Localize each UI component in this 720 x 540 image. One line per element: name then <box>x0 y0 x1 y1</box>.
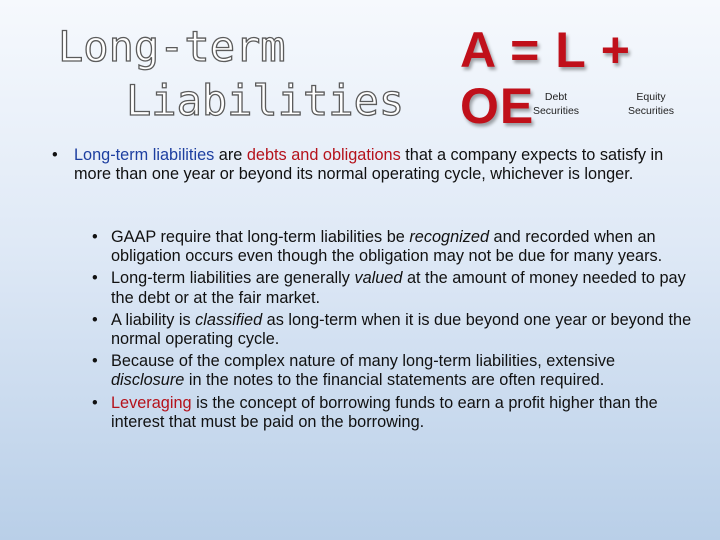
bullet-dot: • <box>92 393 98 412</box>
sub-bullet-list <box>92 228 692 435</box>
accounting-equation: A = L + OE <box>460 22 631 134</box>
bullet-dot: • <box>92 228 98 246</box>
main-bullet-text: Long-term liabilities are debts and obligations that a company expects to satisfy in more than one year or beyond its normal operating cycle, whichever is longer. <box>74 146 664 183</box>
equity-securities-label: Equity Securities <box>627 91 675 117</box>
list-item: • GAAP require that long-term liabilities be recognized and recorded when an obligation occurs even though the obligation may not be due for many years. <box>92 228 663 266</box>
bullet-dot: • <box>92 269 98 288</box>
list-item: • Leveraging is the concept of borrowing funds to earn a profit higher than the interest that must be paid on the borrowing. <box>92 393 658 431</box>
debt-securities-label: Debt Securities <box>532 91 580 117</box>
main-bullet <box>52 146 672 184</box>
term-debts-obligations: debts and obligations <box>246 146 401 164</box>
list-item: • A liability is classified as long-term when it is due beyond one year or beyond the normal operating cycle. <box>92 310 692 349</box>
list-item: • Because of the complex nature of many long-term liabilities, extensive disclosure in the notes to the financial statements are often required. <box>92 352 616 390</box>
list-item: • Long-term liabilities are generally valued at the amount of money needed to pay the debt or at the fair market. <box>92 269 686 307</box>
title-line-2: Liabilities <box>126 76 405 125</box>
title-line-1: Long-term <box>58 22 286 71</box>
term-long-term-liabilities: Long-term liabilities <box>74 146 215 164</box>
bullet-dot: • <box>52 146 58 164</box>
bullet-dot: • <box>92 310 98 329</box>
term-leveraging: Leveraging <box>111 393 192 412</box>
bullet-dot: • <box>92 352 98 371</box>
